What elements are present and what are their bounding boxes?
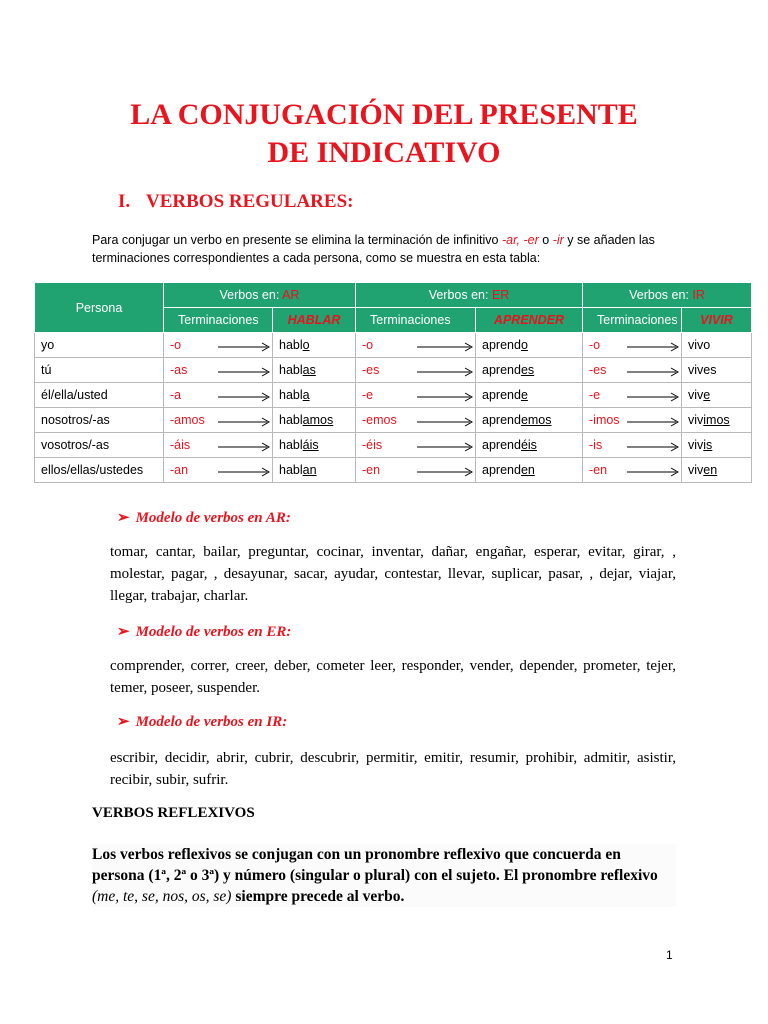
ending-cell-er: -emos — [356, 408, 476, 433]
conjugated-cell-er: aprende — [476, 383, 583, 408]
model-ar-verbs: tomar, cantar, bailar, preguntar, cocinar, inventar, dañar, engañar, esperar, evitar, girar, , molestar, pagar, , desayunar, sacar, ayudar, contestar, llevar, suplicar, pasar, , dejar, viajar, llegar, trabajar, charlar. — [110, 544, 676, 604]
reflexivos-heading: VERBOS REFLEXIVOS — [92, 805, 255, 821]
conjugated-cell-ar: habla — [273, 383, 356, 408]
conjugated-cell-ar: habláis — [273, 433, 356, 458]
right-arrow-icon — [417, 417, 473, 427]
section-label: VERBOS REGULARES: — [146, 191, 354, 212]
persona-cell: ellos/ellas/ustedes — [35, 458, 164, 483]
conjugated-cell-er: aprendéis — [476, 433, 583, 458]
ending-cell-ar: -as — [164, 358, 273, 383]
conjugated-cell-ir: viven — [682, 458, 752, 483]
persona-header: Persona — [35, 283, 164, 333]
terminaciones-header-ar: Terminaciones — [164, 308, 273, 333]
persona-cell: vosotros/-as — [35, 433, 164, 458]
ending-cell-ar: -áis — [164, 433, 273, 458]
right-arrow-icon — [627, 442, 679, 452]
right-arrow-icon — [218, 392, 270, 402]
ending-cell-ar: -an — [164, 458, 273, 483]
group-header-ar: Verbos en: AR — [164, 283, 356, 308]
conjugated-cell-ir: vive — [682, 383, 752, 408]
model-er-heading: ➢ Modelo de verbos en ER: — [117, 624, 292, 640]
terminaciones-header-ir: Terminaciones — [583, 308, 682, 333]
model-ir-verbs: escribir, decidir, abrir, cubrir, descubrir, permitir, emitir, resumir, prohibir, admitir, asistir, recibir, subir, sufrir. — [110, 750, 676, 788]
conjugated-cell-ir: vivimos — [682, 408, 752, 433]
reflexivos-paragraph: Los verbos reflexivos se conjugan con un pronombre reflexivo que concuerda en persona (1ª, 2ª o 3ª) y número (singular o plural) con el sujeto. El pronombre reflexivo (me, te, se, nos, os, se) siempre precede al verbo. — [92, 844, 676, 907]
conjugated-cell-ar: hablo — [273, 333, 356, 358]
persona-cell: tú — [35, 358, 164, 383]
intro-text-2: y se añaden las terminaciones correspondientes a cada persona, como se muestra en esta tabla: — [92, 233, 655, 265]
ending-cell-ar: -o — [164, 333, 273, 358]
conjugated-cell-ir: vivo — [682, 333, 752, 358]
persona-cell: nosotros/-as — [35, 408, 164, 433]
ending-cell-ir: -en — [583, 458, 682, 483]
verb-header-aprender: APRENDER — [476, 308, 583, 333]
persona-cell: yo — [35, 333, 164, 358]
conjugated-cell-ir: vivis — [682, 433, 752, 458]
table-row — [35, 383, 752, 408]
reflexive-pronouns: (me, te, se, nos, os, se) — [92, 888, 232, 905]
ending-cell-er: -o — [356, 333, 476, 358]
intro-conjunction: o — [538, 233, 553, 247]
conjugated-cell-er: aprenden — [476, 458, 583, 483]
verb-header-hablar: HABLAR — [273, 308, 356, 333]
right-arrow-icon — [627, 392, 679, 402]
section-heading — [118, 191, 353, 213]
page-number: 1 — [666, 948, 673, 962]
right-arrow-icon — [218, 467, 270, 477]
page-title-line-2: DE INDICATIVO — [267, 136, 501, 169]
model-ir-heading: ➢ Modelo de verbos en IR: — [117, 714, 288, 730]
intro-text-1: Para conjugar un verbo en presente se elimina la terminación de infinitivo — [92, 233, 502, 247]
table-row — [35, 358, 752, 383]
conjugated-cell-er: aprendo — [476, 333, 583, 358]
ending-cell-er: -en — [356, 458, 476, 483]
right-arrow-icon — [417, 467, 473, 477]
verb-header-vivir: VIVIR — [682, 308, 752, 333]
intro-ending-er: -er — [523, 233, 539, 247]
right-arrow-icon — [627, 417, 679, 427]
table-row — [35, 408, 752, 433]
right-arrow-icon — [627, 367, 679, 377]
section-number: I. — [118, 191, 131, 212]
conjugated-cell-ar: hablan — [273, 458, 356, 483]
conjugated-cell-ir: vives — [682, 358, 752, 383]
group-header-ir: Verbos en: IR — [583, 283, 752, 308]
table-row — [35, 333, 752, 358]
intro-ending-ir: -ir — [552, 233, 564, 247]
ending-cell-ar: -a — [164, 383, 273, 408]
right-arrow-icon — [417, 442, 473, 452]
model-ar-heading: ➢ Modelo de verbos en AR: — [117, 510, 291, 526]
intro-paragraph — [92, 231, 692, 267]
table-row — [35, 458, 752, 483]
terminaciones-header-er: Terminaciones — [356, 308, 476, 333]
ending-cell-ir: -o — [583, 333, 682, 358]
ending-cell-ir: -is — [583, 433, 682, 458]
ending-cell-ir: -es — [583, 358, 682, 383]
right-arrow-icon — [627, 342, 679, 352]
arrow-bullet-icon: ➢ — [117, 624, 130, 640]
ending-cell-er: -éis — [356, 433, 476, 458]
page-title-line-1: LA CONJUGACIÓN DEL PRESENTE — [130, 98, 638, 131]
conjugated-cell-ar: hablamos — [273, 408, 356, 433]
right-arrow-icon — [417, 392, 473, 402]
right-arrow-icon — [218, 417, 270, 427]
right-arrow-icon — [417, 367, 473, 377]
table-row — [35, 433, 752, 458]
conjugated-cell-er: aprendemos — [476, 408, 583, 433]
right-arrow-icon — [218, 442, 270, 452]
ending-cell-ir: -e — [583, 383, 682, 408]
intro-ending-ar: -ar, — [501, 233, 521, 247]
right-arrow-icon — [627, 467, 679, 477]
conjugated-cell-er: aprendes — [476, 358, 583, 383]
persona-cell: él/ella/usted — [35, 383, 164, 408]
ending-cell-ir: -imos — [583, 408, 682, 433]
model-er-verbs: comprender, correr, creer, deber, cometer leer, responder, vender, depender, prometer, tejer, temer, poseer, suspender. — [110, 658, 676, 696]
arrow-bullet-icon: ➢ — [117, 714, 130, 730]
right-arrow-icon — [417, 342, 473, 352]
right-arrow-icon — [218, 367, 270, 377]
ending-cell-ar: -amos — [164, 408, 273, 433]
conjugation-table — [34, 282, 752, 483]
arrow-bullet-icon: ➢ — [117, 510, 130, 526]
conjugated-cell-ar: hablas — [273, 358, 356, 383]
ending-cell-er: -e — [356, 383, 476, 408]
group-header-er: Verbos en: ER — [356, 283, 583, 308]
ending-cell-er: -es — [356, 358, 476, 383]
right-arrow-icon — [218, 342, 270, 352]
